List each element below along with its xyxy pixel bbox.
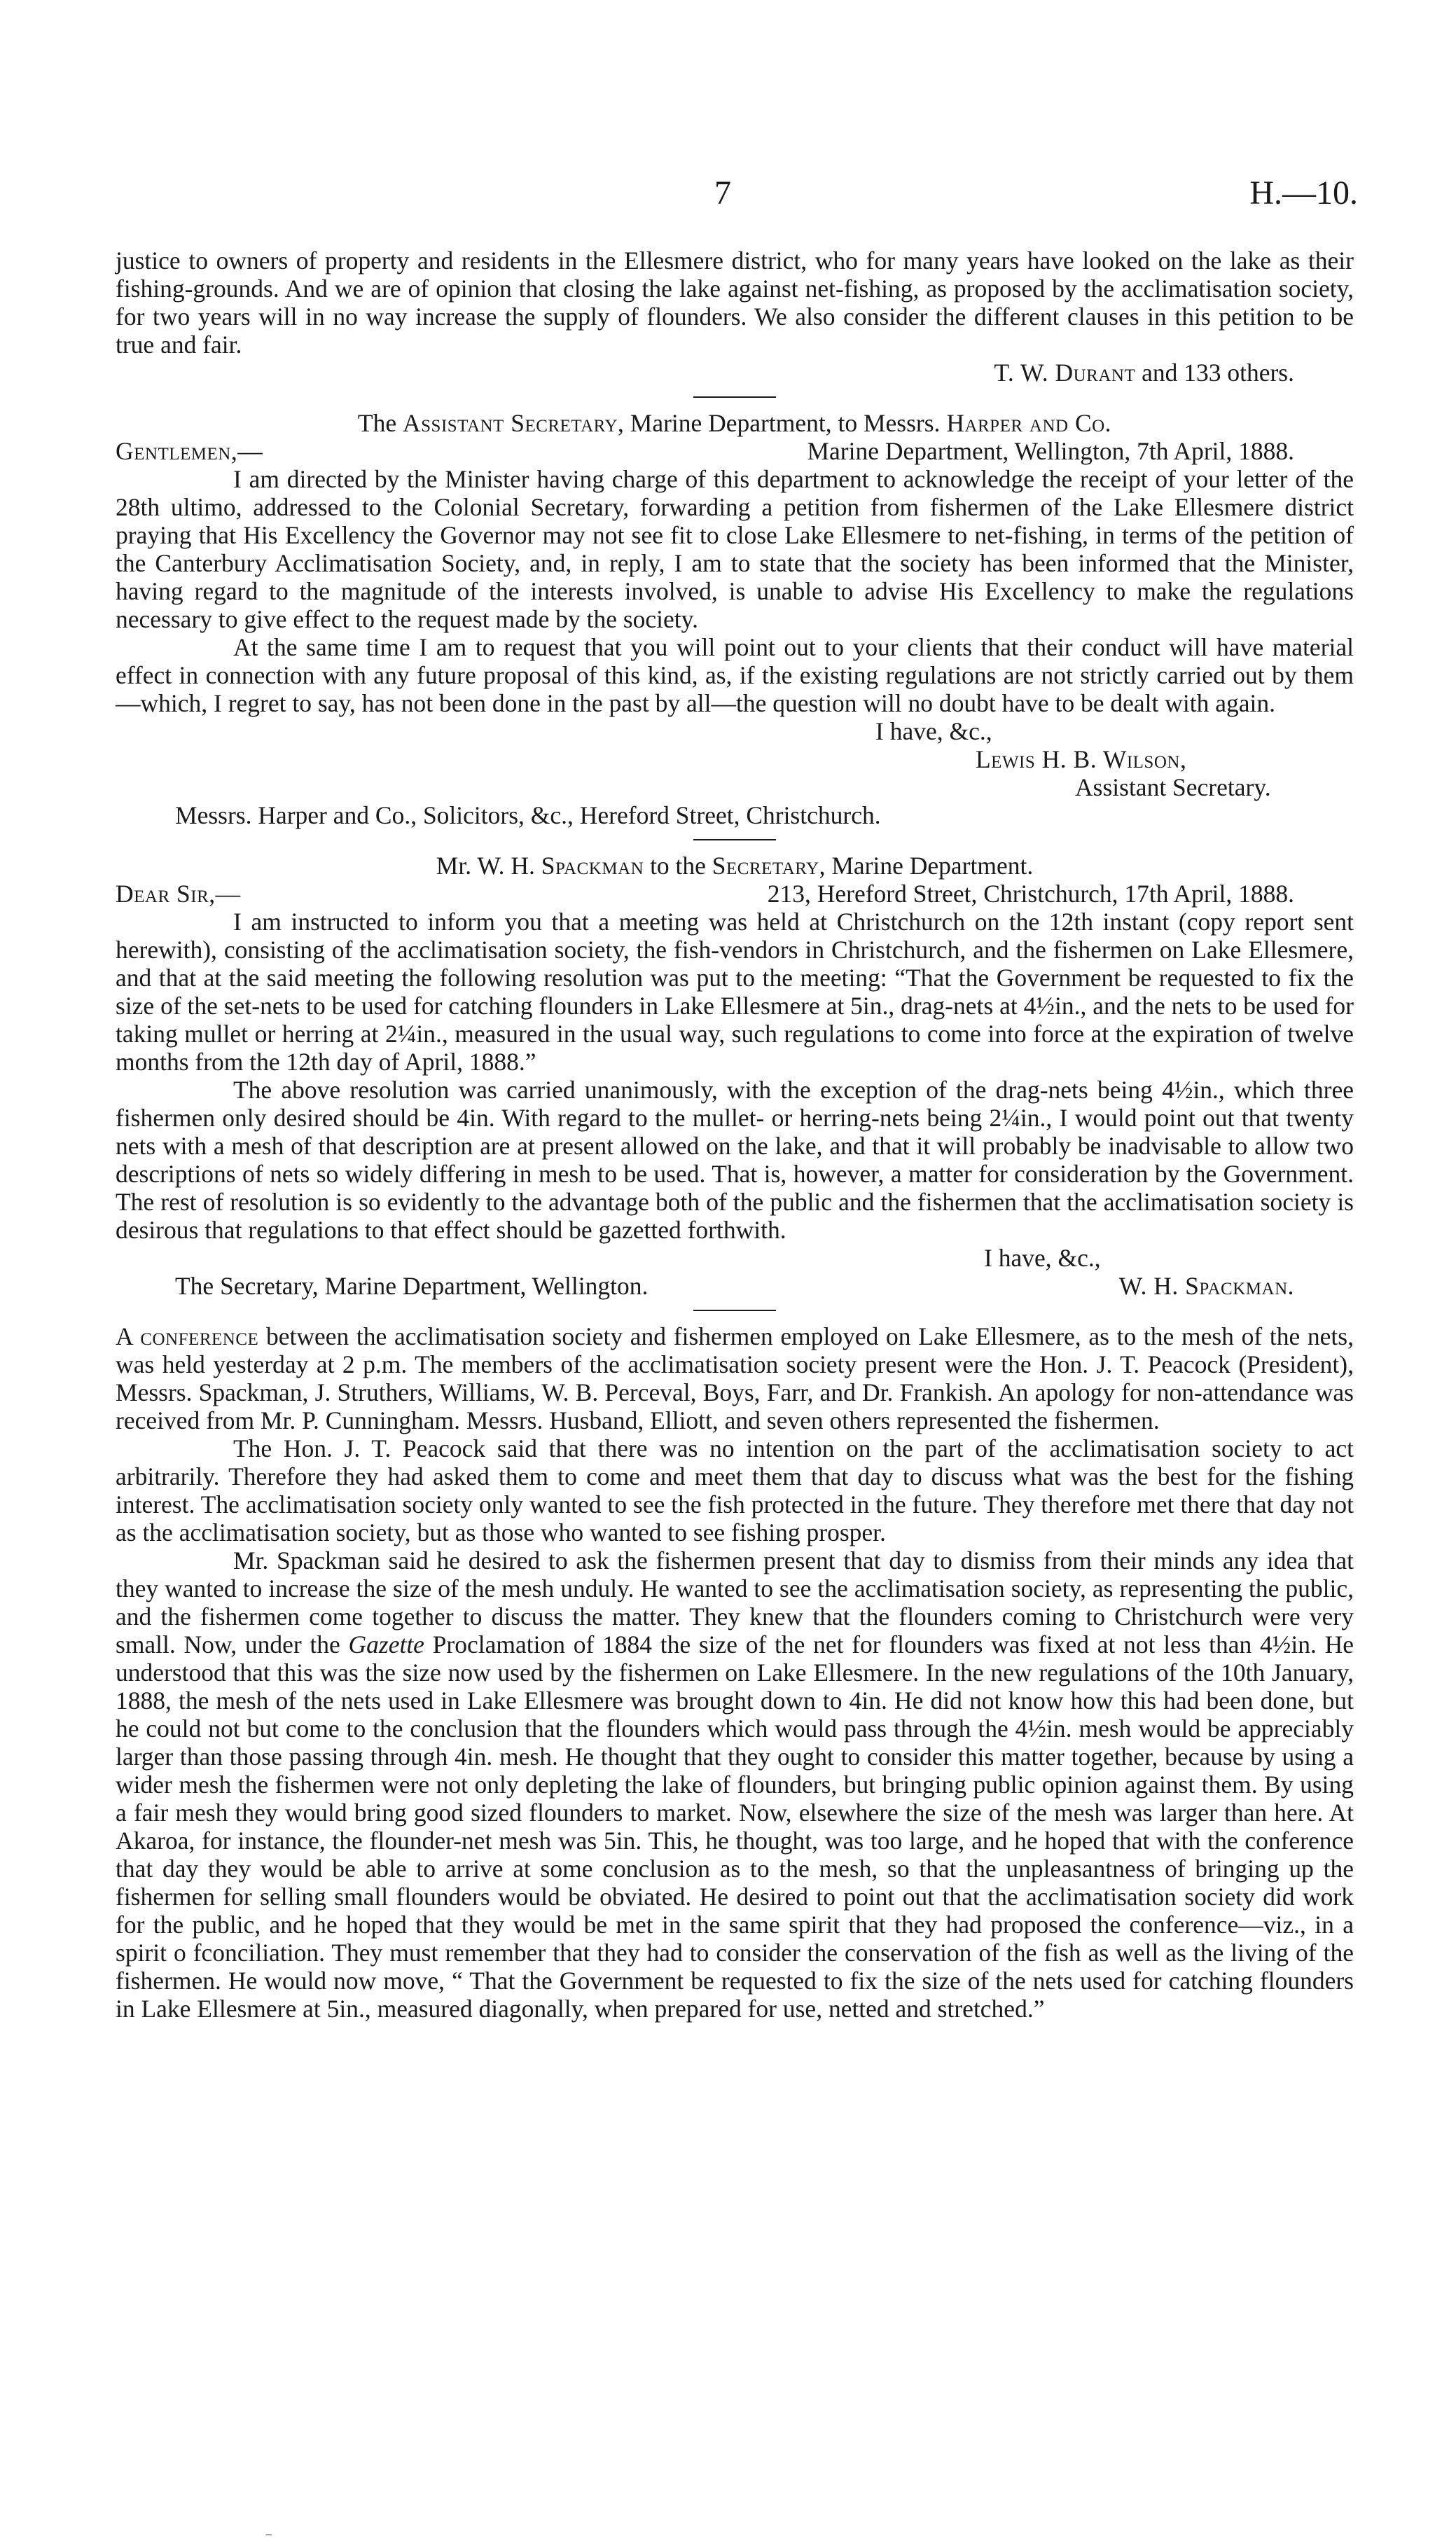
page-body	[116, 247, 1354, 2023]
letter2-salutation: Dear Sir,—	[116, 880, 241, 908]
letter2-heading: Mr. W. H. Spackman to the Secretary, Marine Department.	[436, 852, 1034, 880]
letter1-signature-title: Assistant Secretary.	[1075, 773, 1271, 801]
letter1-paragraph-2: At the same time I am to request that you will point out to your clients that their conduct will have material effect in connection with any future proposal of this kind, as, if the existing regulations are not strictly carried out by them—which, I regret to say, has not been done in the past by all—the question will no doubt have to be dealt with again.	[116, 633, 1354, 717]
petition-signature: T. W. Durant and 133 others.	[994, 359, 1294, 387]
letter2-closing: I have, &c.,	[984, 1244, 1101, 1272]
conference-paragraph-2: The Hon. J. T. Peacock said that there was no intention on the part of the acclimatisation society to act arbitrarily. Therefore they had asked them to come and meet them that day to discuss what was the best for the fishing interest. The acclimatisation society only wanted to see the fish protected in the future. They therefore met there that day not as the acclimatisation society, but as those who wanted to see fishing prosper.	[116, 1434, 1354, 1546]
letter2-place-date: 213, Hereford Street, Christchurch, 17th April, 1888.	[767, 880, 1294, 908]
letter2-paragraph-2: The above resolution was carried unanimously, with the exception of the drag-nets being 4½in., which three fishermen only desired should be 4in. With regard to the mullet- or herring-nets being 2¼in., I would point out that twenty nets with a mesh of that description are at present allowed on the lake, and that it will probably be inadvisable to allow two descriptions of nets so widely differing in mesh to be used. That is, however, a matter for consideration by the Government. The rest of resolution is so evidently to the advantage both of the public and the fishermen that the acclimatisation society is desirous that regulations to that effect should be gazetted forthwith.	[116, 1076, 1354, 1244]
conference-paragraph-1: A conference between the acclimatisation society and fishermen employed on Lake Ellesmere, as to the mesh of the nets, was held yesterday at 2 p.m. The members of the acclimatisation society present were the Hon. J. T. Peacock (President), Messrs. Spackman, J. Struthers, Williams, W. B. Perceval, Boys, Farr, and Dr. Frankish. An apology for non-attendance was received from Mr. P. Cunningham. Messrs. Husband, Elliott, and seven others represented the fishermen.	[116, 1322, 1354, 1434]
letter1-heading: The Assistant Secretary, Marine Department, to Messrs. Harper and Co.	[357, 409, 1112, 437]
petition-text: justice to owners of property and residents in the Ellesmere district, who for many years have looked on the lake as their fishing-grounds. And we are of opinion that closing the lake against net-fishing, as proposed by the acclimatisation society, for two years will in no way increase the supply of flounders. We also consider the different clauses in this petition to be true and fair.	[116, 247, 1354, 359]
section-divider	[693, 1310, 776, 1311]
document-reference: H.—10.	[1249, 174, 1358, 212]
letter2-signoff-row	[116, 1272, 1354, 1300]
letter1-closing: I have, &c.,	[875, 717, 992, 745]
section-divider	[693, 396, 776, 398]
letter2-paragraph-1: I am instructed to inform you that a meeting was held at Christchurch on the 12th instant (copy report sent herewith), consisting of the acclimatisation society, the fish-vendors in Christchurch, and the fishermen on Lake Ellesmere, and that at the said meeting the following resolution was put to the meeting: “That the Government be requested to fix the size of the set-nets to be used for catching flounders in Lake Ellesmere at 5in., drag-nets at 4½in., and the nets to be used for taking mullet or herring at 2¼in., measured in the usual way, such regulations to come into force at the expiration of twelve months from the 12th day of April, 1888.”	[116, 908, 1354, 1076]
letter1-paragraph-1: I am directed by the Minister having charge of this department to acknowledge the receipt of your letter of the 28th ultimo, addressed to the Colonial Secretary, forwarding a petition from fishermen of the Lake Ellesmere district praying that His Excellency the Governor may not see fit to close Lake Ellesmere to net-fishing, in terms of the petition of the Canterbury Acclimatisation Society, and, in reply, I am to state that the society has been informed that the Minister, having regard to the magnitude of the interests involved, is unable to advise His Excellency to make the regulations necessary to give effect to the request made by the society.	[116, 465, 1354, 633]
page-number: 7	[714, 174, 731, 212]
letter1-salutation: Gentlemen,—	[116, 437, 263, 465]
page-header	[0, 174, 1456, 223]
letter2-salutation-row	[116, 880, 1354, 908]
letter1-signature: Lewis H. B. Wilson,	[976, 745, 1187, 773]
conference-paragraph-3: Mr. Spackman said he desired to ask the fishermen present that day to dismiss from their minds any idea that they wanted to increase the size of the mesh unduly. He wanted to see the acclimatisation society, as representing the public, and the fishermen come together to discuss the matter. They knew that the flounders coming to Christchurch were very small. Now, under the Gazette Proclamation of 1884 the size of the net for flounders was fixed at not less than 4½in. He understood that this was the size now used by the fishermen on Lake Ellesmere. In the new regulations of the 10th January, 1888, the mesh of the nets used in Lake Ellesmere was brought down to 4in. He did not know how this had been done, but he could not but come to the conclusion that the flounders which would pass through the 4½in. mesh would be appreciably larger than those passing through 4in. mesh. He thought that they ought to consider this matter together, because by using a wider mesh the fishermen were not only depleting the lake of flounders, but bringing public opinion against them. By using a fair mesh they would bring good sized flounders to market. Now, elsewhere the size of the mesh was larger than here. At Akaroa, for instance, the flounder-net mesh was 5in. This, he thought, was too large, and he hoped that with the conference that day they would be able to arrive at some conclusion as to the mesh, so that the unpleasantness of bringing up the fishermen for selling small flounders would be obviated. He desired to point out that the acclimatisation society did work for the public, and he hoped that they would be met in the same spirit that they had proposed the conference—viz., in a spirit o fconciliation. They must remember that they had to consider the conservation of the fish as well as the living of the fishermen. He would now move, “ That the Government be requested to fix the size of the nets used for catching flounders in Lake Ellesmere at 5in., measured diagonally, when prepared for use, netted and stretched.”	[116, 1546, 1354, 2023]
letter2-address: The Secretary, Marine Department, Wellington.	[175, 1272, 649, 1300]
letter2-signature: W. H. Spackman.	[1118, 1272, 1294, 1300]
letter1-place-date: Marine Department, Wellington, 7th April, 1888.	[807, 437, 1294, 465]
letter1-address: Messrs. Harper and Co., Solicitors, &c., Hereford Street, Christchurch.	[175, 801, 881, 829]
stray-print-mark: ⁻	[265, 2528, 273, 2546]
letter1-salutation-row	[116, 437, 1354, 465]
section-divider	[693, 839, 776, 840]
